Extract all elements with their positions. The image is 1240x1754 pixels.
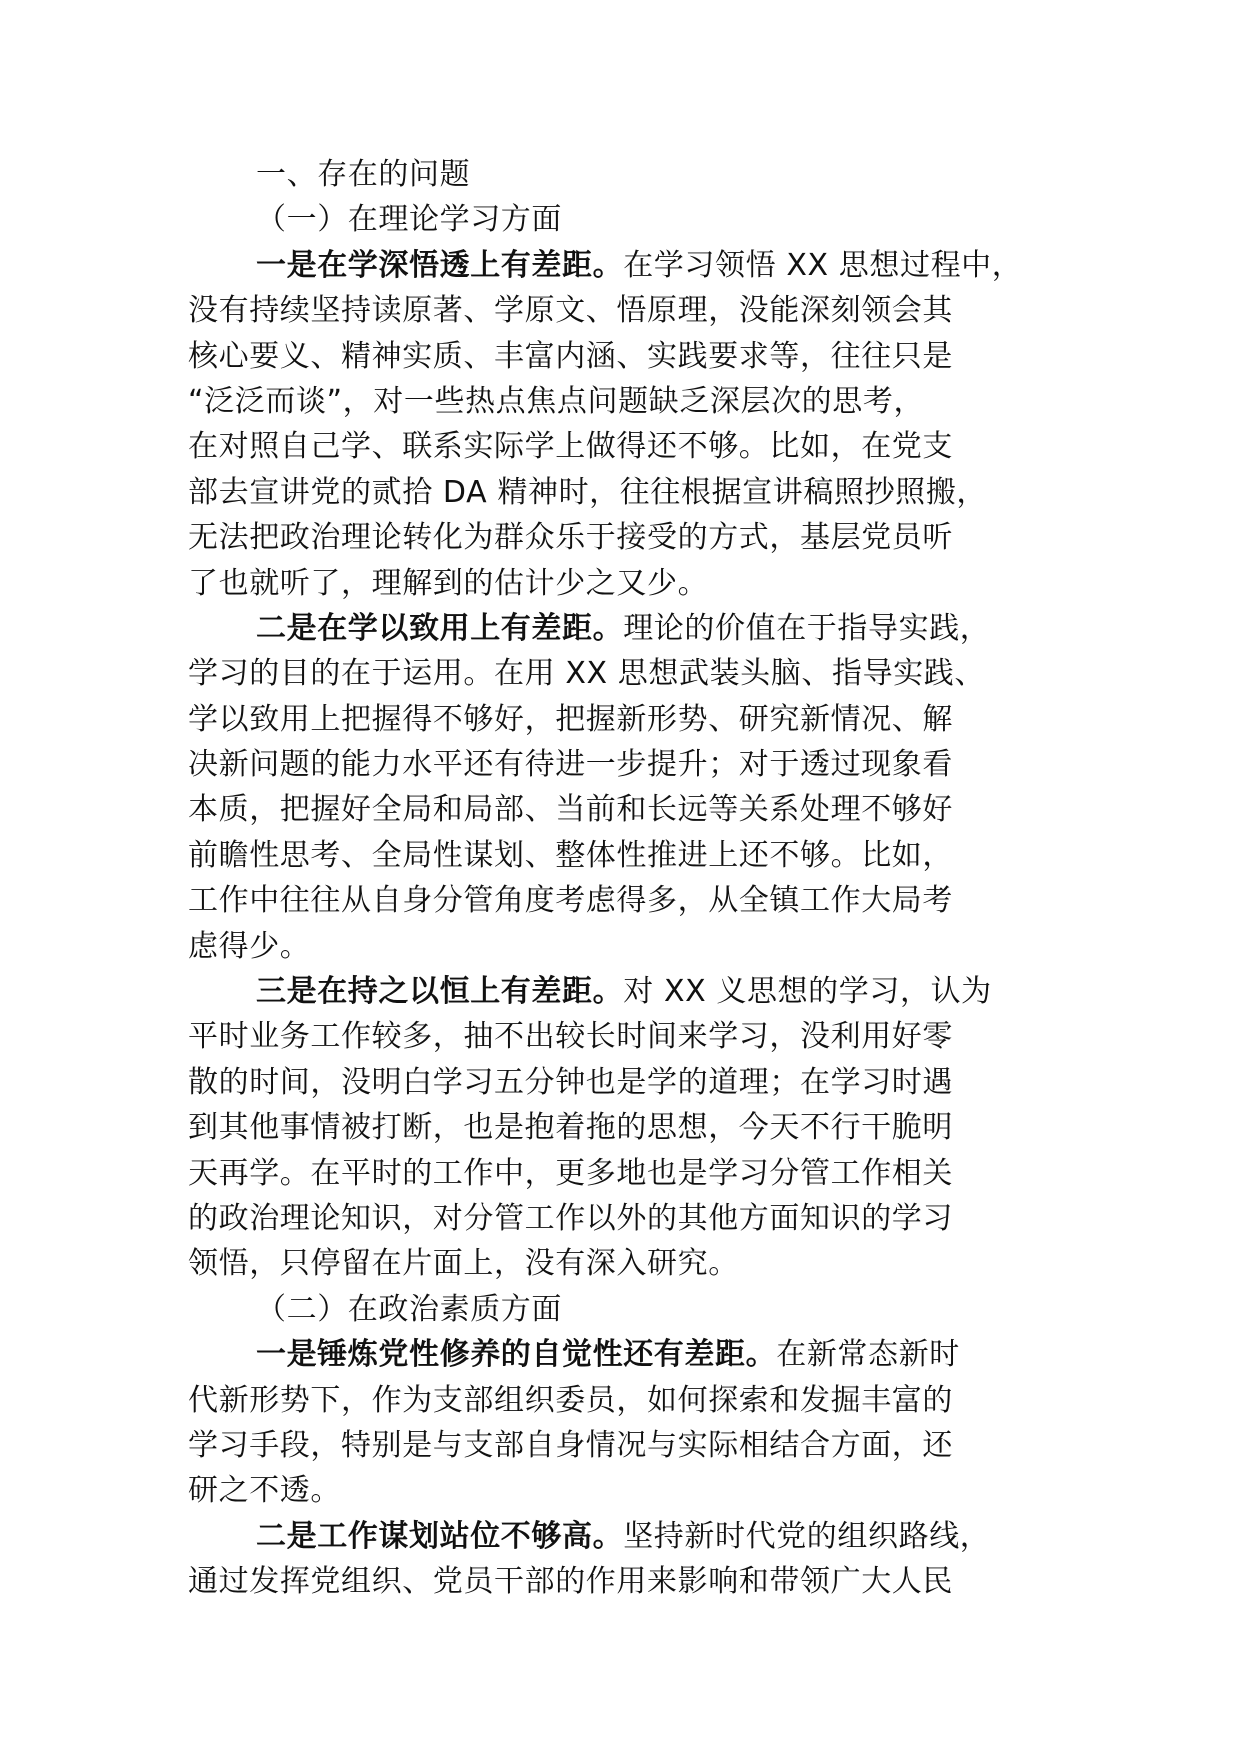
paragraph-text: 在新常态新时 (776, 1337, 960, 1373)
subsection-heading-1: （一）在理论学习方面 (256, 202, 562, 238)
paragraph-text: 对 XX 义思想的学习，认为 (623, 974, 992, 1010)
paragraph-line: 无法把政治理论转化为群众乐于接受的方式，基层党员听 (188, 520, 953, 556)
paragraph-line (188, 606, 1088, 651)
subsection-heading-2: （二）在政治素质方面 (256, 1291, 562, 1327)
paragraph-line: 学习手段，特别是与支部自身情况与实际相结合方面，还 (188, 1427, 953, 1463)
paragraph-line: 前瞻性思考、全局性谋划、整体性推进上还不够。比如， (188, 837, 953, 873)
paragraph-line (188, 243, 1088, 288)
paragraph-text: 坚持新时代党的组织路线， (623, 1518, 991, 1554)
paragraph-lead: 二是在学以致用上有差距。 (256, 610, 624, 646)
paragraph-line: 平时业务工作较多，抽不出较长时间来学习，没利用好零 (188, 1019, 953, 1055)
paragraph-line: 本质，把握好全局和局部、当前和长远等关系处理不够好 (188, 792, 953, 828)
paragraph-line: 到其他事情被打断，也是抱着拖的思想，今天不行干脆明 (188, 1110, 953, 1146)
paragraph-line (188, 1332, 1088, 1377)
paragraph-lead: 三是在持之以恒上有差距。 (256, 974, 624, 1010)
paragraph-line: 学习的目的在于运用。在用 XX 思想武装头脑、指导实践、 (188, 656, 985, 692)
document-body (188, 152, 1088, 1605)
paragraph-lead: 一是锤炼党性修养的自觉性还有差距。 (256, 1337, 777, 1373)
paragraph-line: 散的时间，没明白学习五分钟也是学的道理；在学习时遇 (188, 1064, 953, 1100)
paragraph-line: “泛泛而谈”，对一些热点焦点问题缺乏深层次的思考， (188, 383, 925, 419)
paragraph-line: 通过发挥党组织、党员干部的作用来影响和带领广大人民 (188, 1564, 953, 1600)
paragraph-line: 核心要义、精神实质、丰富内涵、实践要求等，往往只是 (188, 338, 953, 374)
paragraph-line: 领悟，只停留在片面上，没有深入研究。 (188, 1246, 739, 1282)
paragraph-line: 学以致用上把握得不够好，把握新形势、研究新情况、解 (188, 701, 953, 737)
paragraph-text: 在学习领悟 XX 思想过程中， (623, 247, 1023, 283)
paragraph-line (188, 1514, 1088, 1559)
paragraph-line: 代新形势下，作为支部组织委员，如何探索和发掘丰富的 (188, 1382, 953, 1418)
paragraph-line: 在对照自己学、联系实际学上做得还不够。比如，在党支 (188, 429, 953, 465)
paragraph-line: 工作中往往从自身分管角度考虑得多，从全镇工作大局考 (188, 883, 953, 919)
paragraph-line: 虑得少。 (188, 928, 311, 964)
paragraph-line: 研之不透。 (188, 1473, 341, 1509)
paragraph-line: 决新问题的能力水平还有待进一步提升；对于透过现象看 (188, 747, 953, 783)
paragraph-line: 的政治理论知识，对分管工作以外的其他方面知识的学习 (188, 1200, 953, 1236)
paragraph-line: 天再学。在平时的工作中，更多地也是学习分管工作相关 (188, 1155, 953, 1191)
paragraph-line (188, 969, 1088, 1014)
paragraph-line: 没有持续坚持读原著、学原文、悟原理，没能深刻领会其 (188, 293, 953, 329)
paragraph-lead: 一是在学深悟透上有差距。 (256, 247, 624, 283)
section-heading: 一、存在的问题 (256, 157, 471, 192)
paragraph-line: 了也就听了，理解到的估计少之又少。 (188, 565, 709, 601)
paragraph-line: 部去宣讲党的贰拾 DA 精神时，往往根据宣讲稿照抄照搬， (188, 474, 987, 510)
paragraph-lead: 二是工作谋划站位不够高。 (256, 1518, 624, 1554)
paragraph-text: 理论的价值在于指导实践， (623, 610, 991, 646)
